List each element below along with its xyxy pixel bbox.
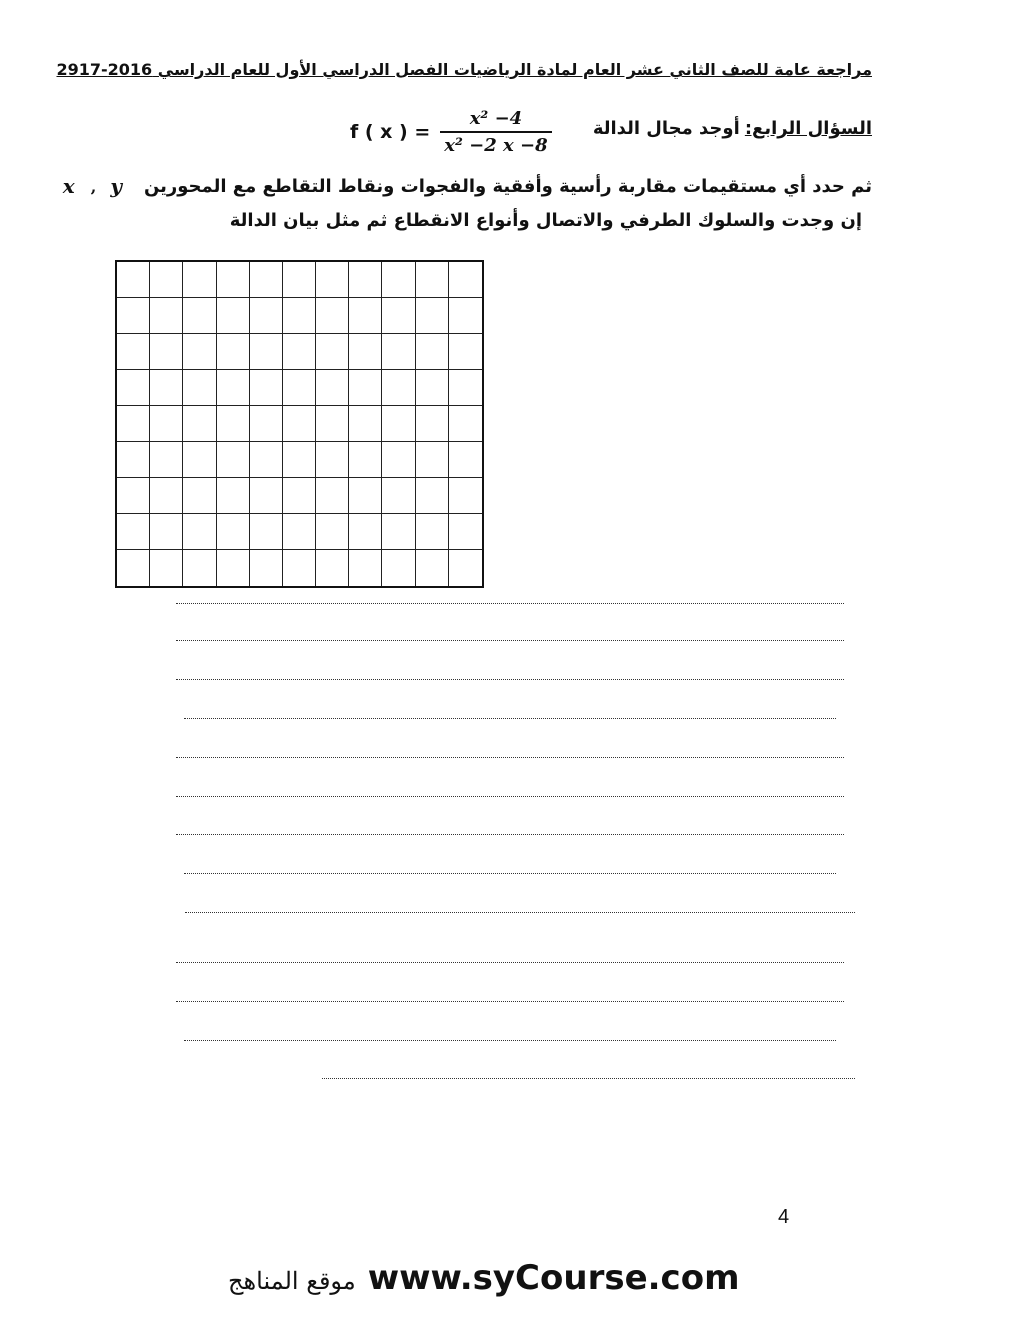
answer-line[interactable] <box>176 678 844 680</box>
grid-cell[interactable] <box>283 550 316 586</box>
grid-cell[interactable] <box>250 406 283 442</box>
grid-cell[interactable] <box>349 406 382 442</box>
grid-cell[interactable] <box>382 406 415 442</box>
grid-cell[interactable] <box>449 334 482 370</box>
answer-line[interactable] <box>184 872 836 874</box>
grid-cell[interactable] <box>150 514 183 550</box>
grid-cell[interactable] <box>316 262 349 298</box>
footer-url[interactable]: www.syCourse.com <box>367 1258 740 1298</box>
grid-cell[interactable] <box>250 478 283 514</box>
question-prompt: أوجد مجال الدالة <box>592 118 740 139</box>
grid-cell[interactable] <box>250 334 283 370</box>
grid-cell[interactable] <box>382 442 415 478</box>
answer-line[interactable] <box>176 602 844 604</box>
grid-cell[interactable] <box>449 298 482 334</box>
grid-cell[interactable] <box>382 550 415 586</box>
grid-cell[interactable] <box>349 370 382 406</box>
grid-cell[interactable] <box>449 442 482 478</box>
grid-cell[interactable] <box>150 478 183 514</box>
grid-cell[interactable] <box>283 406 316 442</box>
page-header: مراجعة عامة للصف الثاني عشر العام لمادة الرياضيات الفصل الدراسي الأول للعام الدراسي 2016-2917 <box>56 60 872 79</box>
grid-cell[interactable] <box>316 406 349 442</box>
instruction-line-2 <box>63 174 872 198</box>
grid-cell[interactable] <box>150 298 183 334</box>
grid-cell[interactable] <box>449 478 482 514</box>
grid-cell[interactable] <box>150 550 183 586</box>
axis-separator: , <box>90 176 97 196</box>
instruction-text-2: ثم حدد أي مستقيمات مقاربة رأسية وأفقية والفجوات ونقاط التقاطع مع المحورين <box>143 175 872 197</box>
answer-line[interactable] <box>176 795 844 797</box>
grid-cell[interactable] <box>316 298 349 334</box>
fraction-denominator: x² −2 x −8 <box>444 135 548 156</box>
grid-cell[interactable] <box>150 442 183 478</box>
grid-cell[interactable] <box>117 442 150 478</box>
grid-cell[interactable] <box>117 370 150 406</box>
grid-cell[interactable] <box>117 406 150 442</box>
grid-cell[interactable] <box>283 334 316 370</box>
graph-grid[interactable] <box>115 260 484 588</box>
axis-y-label: y <box>110 174 122 198</box>
grid-cell[interactable] <box>217 550 250 586</box>
grid-cell[interactable] <box>183 442 216 478</box>
grid-cell[interactable] <box>250 514 283 550</box>
grid-cell[interactable] <box>316 478 349 514</box>
grid-cell[interactable] <box>416 478 449 514</box>
question-line <box>593 118 872 139</box>
grid-cell[interactable] <box>283 442 316 478</box>
function-fraction <box>440 108 551 156</box>
grid-cell[interactable] <box>250 262 283 298</box>
footer-site-name: موقع المناهج <box>228 1267 356 1295</box>
grid-cell[interactable] <box>283 298 316 334</box>
grid-cell[interactable] <box>183 514 216 550</box>
grid-cell[interactable] <box>217 370 250 406</box>
grid-cell[interactable] <box>349 334 382 370</box>
grid-cell[interactable] <box>349 442 382 478</box>
grid-cell[interactable] <box>449 514 482 550</box>
grid-cell[interactable] <box>183 370 216 406</box>
answer-line[interactable] <box>176 1000 844 1002</box>
grid-cell[interactable] <box>217 442 250 478</box>
grid-cell[interactable] <box>250 298 283 334</box>
grid-cell[interactable] <box>183 334 216 370</box>
grid-cell[interactable] <box>382 478 415 514</box>
grid-cell[interactable] <box>416 514 449 550</box>
grid-cell[interactable] <box>316 514 349 550</box>
answer-line[interactable] <box>176 833 844 835</box>
grid-cell[interactable] <box>416 262 449 298</box>
grid-cell[interactable] <box>183 262 216 298</box>
grid-cell[interactable] <box>183 550 216 586</box>
answer-line[interactable] <box>184 1039 836 1041</box>
page-number: 4 <box>778 1206 790 1228</box>
question-label: السؤال الرابع: <box>744 118 872 139</box>
grid-cell[interactable] <box>449 550 482 586</box>
instruction-line-3: إن وجدت والسلوك الطرفي والاتصال وأنواع الانقطاع ثم مثل بيان الدالة <box>229 210 862 231</box>
grid-cell[interactable] <box>416 406 449 442</box>
grid-cell[interactable] <box>183 478 216 514</box>
function-lhs: f ( x ) = <box>350 121 431 143</box>
grid-cell[interactable] <box>150 406 183 442</box>
grid-cell[interactable] <box>316 550 349 586</box>
grid-cell[interactable] <box>449 370 482 406</box>
grid-cell[interactable] <box>117 334 150 370</box>
grid-cell[interactable] <box>349 478 382 514</box>
grid-cell[interactable] <box>382 262 415 298</box>
grid-cell[interactable] <box>183 298 216 334</box>
footer <box>228 1258 740 1298</box>
answer-line[interactable] <box>322 1077 855 1079</box>
grid-cell[interactable] <box>449 406 482 442</box>
grid-cell[interactable] <box>217 298 250 334</box>
grid-cell[interactable] <box>217 514 250 550</box>
grid-cell[interactable] <box>117 514 150 550</box>
answer-line[interactable] <box>176 756 844 758</box>
answer-line[interactable] <box>176 639 844 641</box>
answer-line[interactable] <box>176 961 844 963</box>
grid-cell[interactable] <box>217 334 250 370</box>
fraction-numerator: x² −4 <box>469 108 523 129</box>
grid-cell[interactable] <box>349 298 382 334</box>
grid-cell[interactable] <box>416 550 449 586</box>
fraction-bar <box>440 131 551 133</box>
grid-cell[interactable] <box>416 334 449 370</box>
grid-cell[interactable] <box>316 370 349 406</box>
grid-cell[interactable] <box>217 478 250 514</box>
grid-cell[interactable] <box>382 514 415 550</box>
grid-cell[interactable] <box>250 370 283 406</box>
answer-line[interactable] <box>185 911 855 913</box>
answer-line[interactable] <box>184 717 836 719</box>
grid-cell[interactable] <box>150 262 183 298</box>
grid-cell[interactable] <box>349 550 382 586</box>
axis-x-label: x <box>62 174 75 198</box>
grid-cell[interactable] <box>416 298 449 334</box>
grid-cell[interactable] <box>283 478 316 514</box>
grid-cell[interactable] <box>117 262 150 298</box>
grid-cell[interactable] <box>283 514 316 550</box>
grid-cell[interactable] <box>316 442 349 478</box>
grid-cell[interactable] <box>183 406 216 442</box>
grid-cell[interactable] <box>117 298 150 334</box>
grid-cell[interactable] <box>349 262 382 298</box>
grid-cell[interactable] <box>316 334 349 370</box>
grid-cell[interactable] <box>416 442 449 478</box>
grid-cell[interactable] <box>117 550 150 586</box>
grid-cell[interactable] <box>250 442 283 478</box>
grid-cell[interactable] <box>217 406 250 442</box>
grid-cell[interactable] <box>283 370 316 406</box>
grid-cell[interactable] <box>117 478 150 514</box>
grid-cell[interactable] <box>250 550 283 586</box>
grid-cell[interactable] <box>150 370 183 406</box>
grid-cell[interactable] <box>217 262 250 298</box>
grid-cell[interactable] <box>382 370 415 406</box>
grid-cell[interactable] <box>349 514 382 550</box>
grid-cell[interactable] <box>449 262 482 298</box>
grid-cell[interactable] <box>382 298 415 334</box>
grid-cell[interactable] <box>382 334 415 370</box>
grid-cell[interactable] <box>150 334 183 370</box>
grid-cell[interactable] <box>283 262 316 298</box>
function-expression <box>350 108 552 156</box>
grid-cell[interactable] <box>416 370 449 406</box>
